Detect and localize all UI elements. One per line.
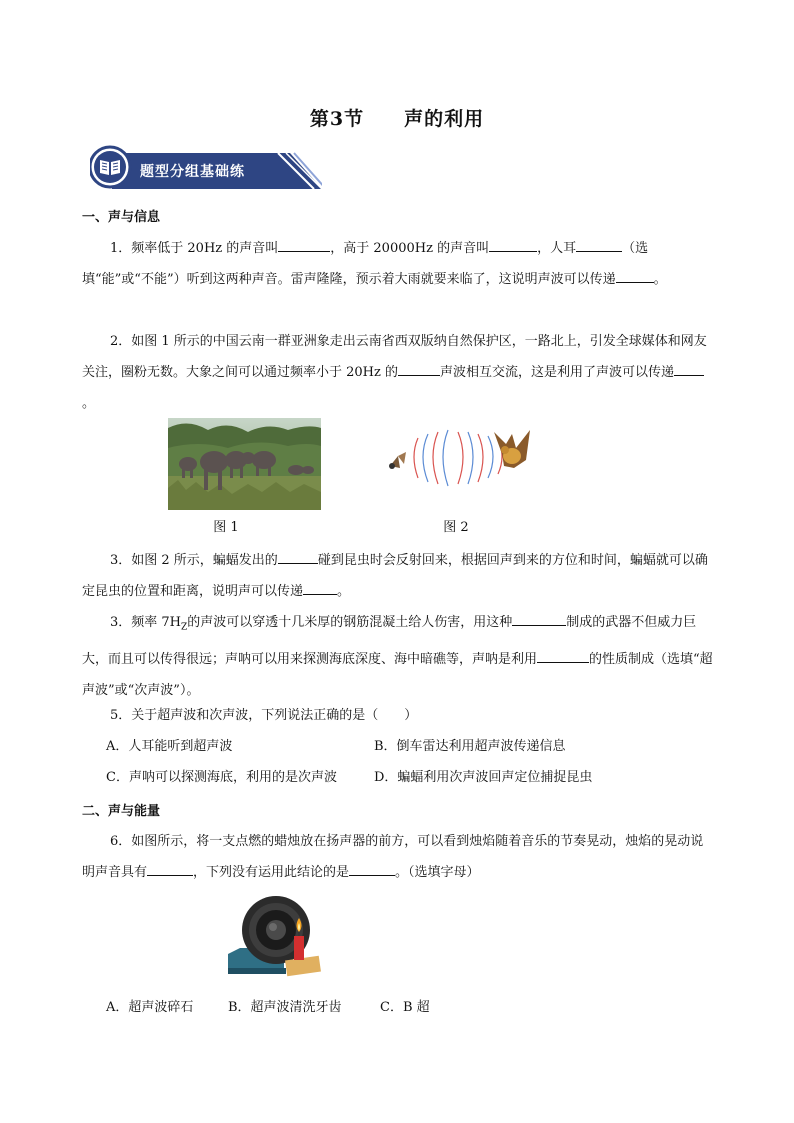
figure-2-caption: 图 2 [443,520,469,535]
section-banner [90,145,322,189]
question-6-options [106,992,716,1023]
question-5-options [106,731,716,793]
answer-blank [349,861,395,876]
answer-blank [278,237,330,252]
option-c: C．声呐可以探测海底，利用的是次声波 [106,770,337,785]
answer-blank [147,861,193,876]
answer-blank [616,268,654,283]
option-a: A．人耳能听到超声波 [106,739,233,754]
title-name: 声的利用 [404,108,485,130]
question-6: 6．如图所示，将一支点燃的蜡烛放在扬声器的前方，可以看到烛焰随着音乐的节奏晃动，烛焰的晃动说明声音具有 ，下列没有运用此结论的是 。（选填字母） [82,834,704,880]
answer-blank [674,361,704,376]
question-3a: 3．如图 2 所示，蝙蝠发出的 碰到昆虫时会反射回来，根据回声到来的方位和时间，蝙蝠就可以确定昆虫的位置和距离，说明声可以传递 。 [82,545,714,607]
option-c: C．B 超 [380,1000,430,1015]
section-heading-1: 一、声与信息 [82,210,161,225]
section-heading-2: 二、声与能量 [82,804,161,819]
title-section: 第3节 [309,108,365,130]
figure-speaker-candle [224,892,328,978]
figure-1-elephants [168,418,321,510]
option-a: A．超声波碎石 [106,1000,194,1015]
option-d: D．蝙蝠利用次声波回声定位捕捉昆虫 [374,770,593,785]
answer-blank [303,580,337,595]
page-title [0,104,794,131]
question-1: 1．频率低于 20Hz 的声音叫 ，高于 20000Hz 的声音叫 ，人耳 （选填“能”或“不能”）听到这两种声音。雷声隆隆，预示着大雨就要来临了，这说明声波可以传递 。 [82,233,714,295]
figure-1-caption: 图 1 [213,520,239,535]
answer-blank [398,361,440,376]
answer-blank [512,611,566,626]
bat-icon [494,430,530,468]
figure-2-bat-echolocation [384,426,534,488]
banner-label: 题型分组基础练 [140,164,245,180]
question-2: 2．如图 1 所示的中国云南一群亚洲象走出云南省西双版纳自然保护区，一路北上，引发全球媒体和网友关注，圈粉无数。大象之间可以通过频率小于 20Hz 的 声波相互交流，这是利用了声波可以传递。 [82,334,707,411]
answer-blank [489,237,537,252]
question-3b: 3．频率 $7H_Z$的声波可以穿透十几米厚的钢筋混凝土给人伤害，用这种 制成的武器不但威力巨大，而且可以传得很远；声呐可以用来探测海底深度、海中暗礁等，声呐是利用 的性质制成（选填“超声波”或“次声波”）。 [82,607,714,706]
answer-blank [537,648,589,663]
option-b: B．倒车雷达利用超声波传递信息 [374,739,566,754]
insect-icon [389,452,406,469]
answer-blank [278,549,318,564]
option-b: B．超声波清洗牙齿 [228,1000,342,1015]
question-5-stem: 5．关于超声波和次声波，下列说法正确的是（ ） [110,708,418,723]
book-icon [98,158,122,180]
answer-blank [576,237,622,252]
